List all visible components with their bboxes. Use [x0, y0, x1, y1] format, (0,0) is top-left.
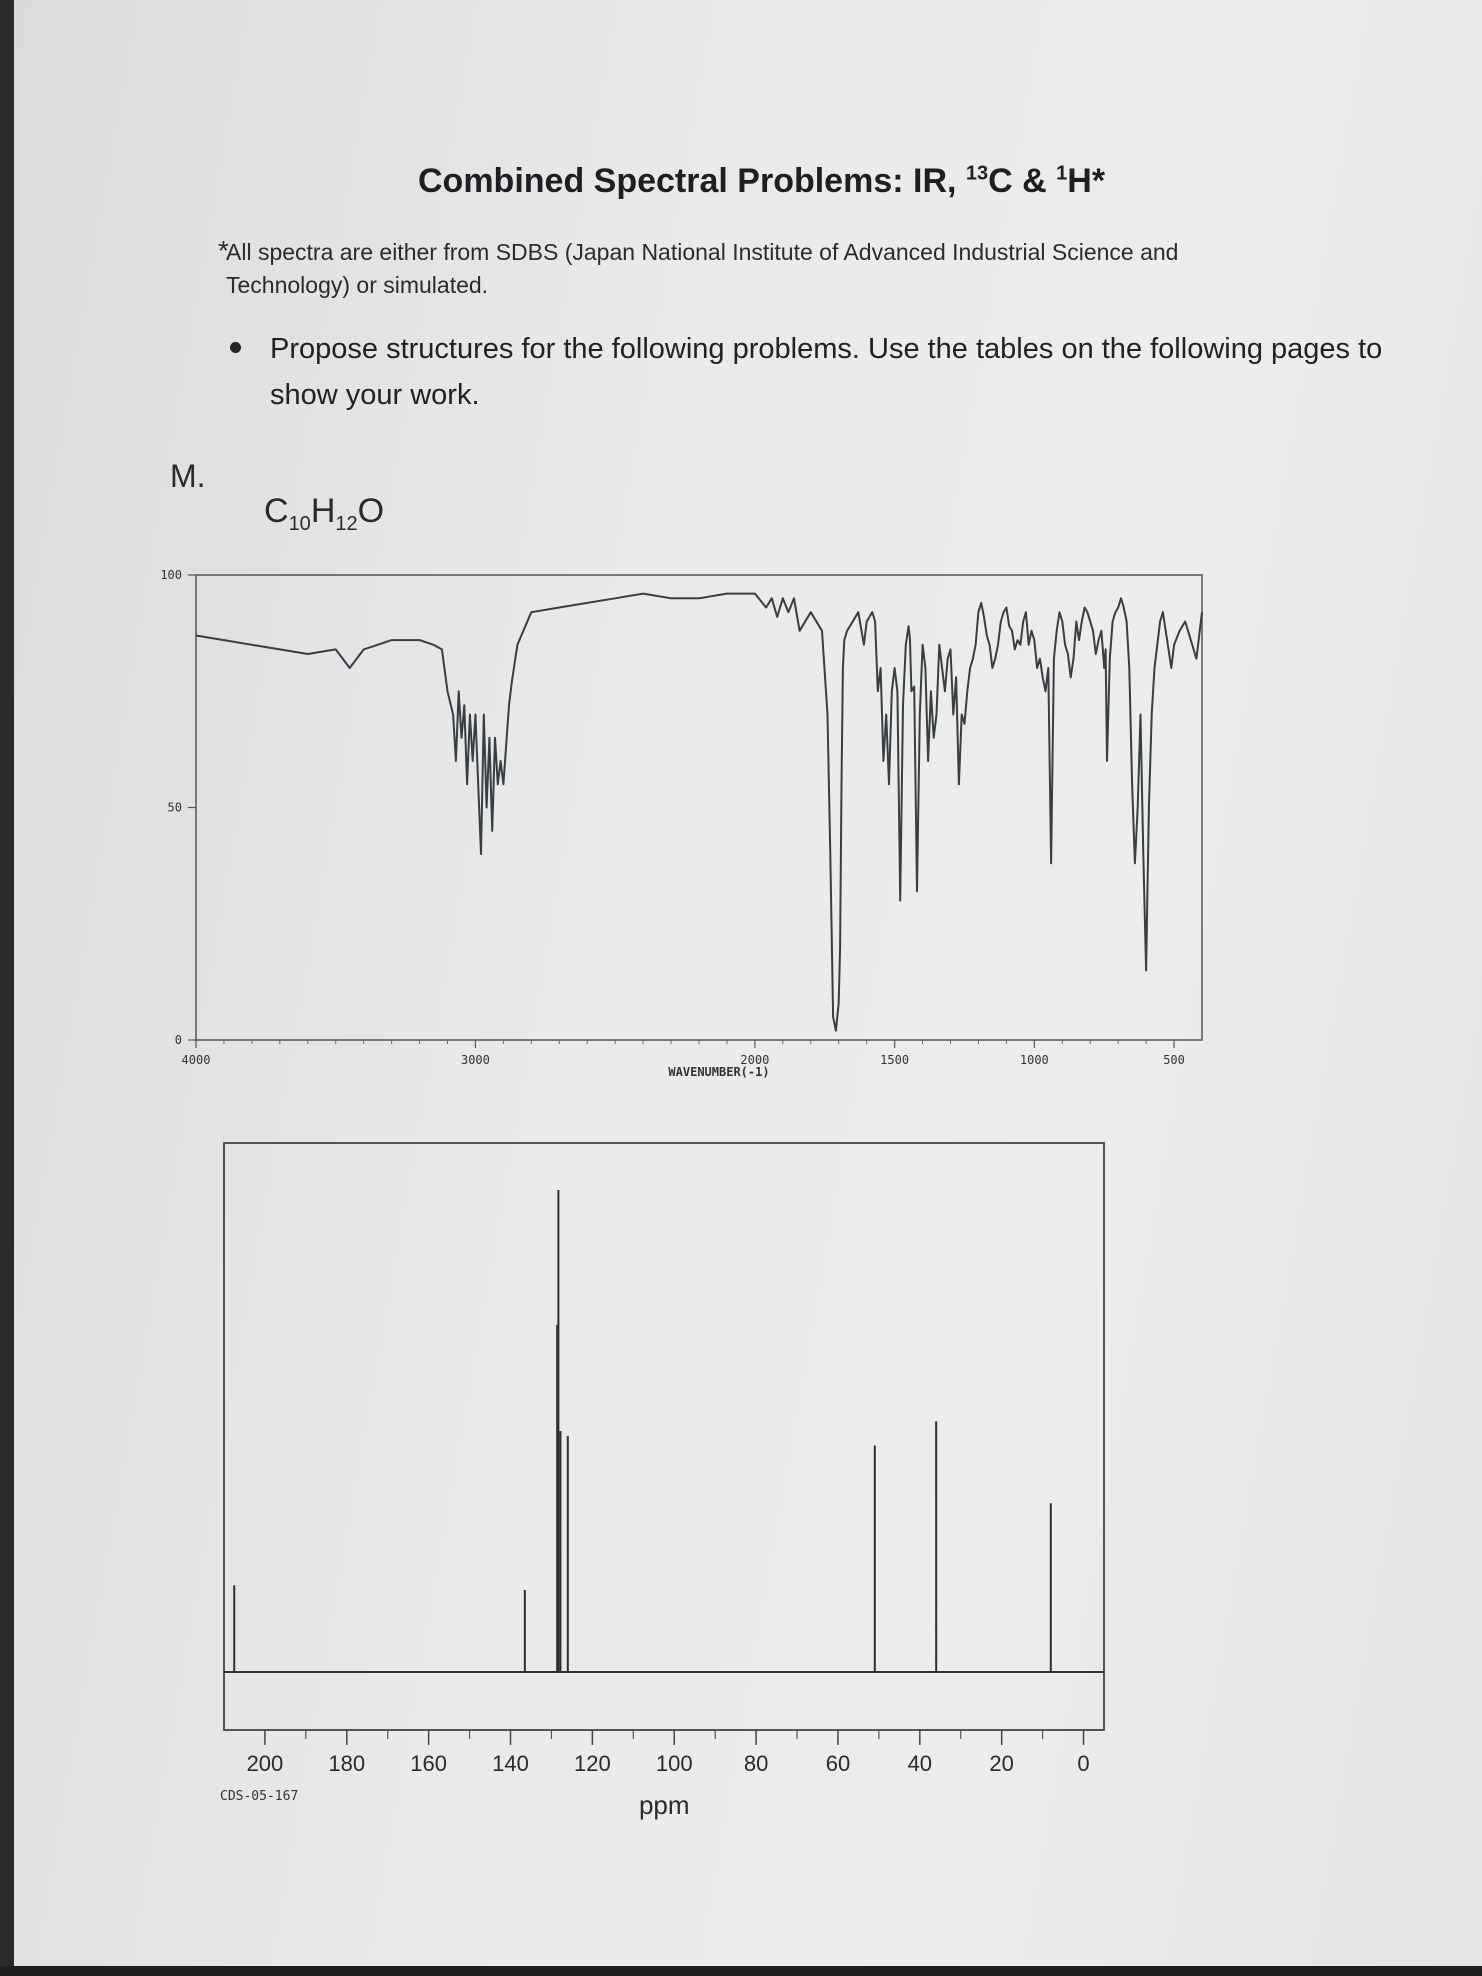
formula-c: C	[264, 492, 289, 530]
ir-y-tick-label: 0	[174, 1033, 182, 1047]
c13-spectrum-code: CDS-05-167	[220, 1789, 299, 1804]
c13-x-tick-label: 160	[410, 1751, 448, 1776]
ir-x-tick-label: 4000	[181, 1053, 211, 1067]
ir-x-tick-label: 3000	[460, 1053, 490, 1067]
c13-x-tick-label: 140	[492, 1751, 529, 1776]
c13-x-tick-label: 20	[989, 1751, 1014, 1776]
footnote-star: *	[218, 235, 229, 266]
formula-h: H	[310, 492, 336, 530]
c13-x-tick-label: 60	[825, 1751, 851, 1776]
title-sup-13: 13	[965, 162, 989, 185]
title-mid: C &	[988, 162, 1057, 200]
title-sup-1: 1	[1056, 162, 1068, 185]
c13-x-tick-label: 40	[907, 1751, 933, 1776]
footnote-text: All spectra are either from SDBS (Japan National Institute of Advanced Industrial Science and Technology) or simulated.	[226, 239, 1179, 298]
c13-x-tick-label: 200	[246, 1751, 284, 1776]
formula-o: O	[357, 492, 385, 530]
title-main: Combined Spectral Problems: IR,	[418, 162, 966, 200]
title-end: H*	[1067, 162, 1106, 200]
ir-x-tick-label: 1000	[1019, 1053, 1049, 1067]
ir-y-tick-label: 100	[160, 568, 182, 582]
ir-x-tick-label: 2000	[740, 1053, 770, 1067]
ir-x-tick-label: 500	[1163, 1053, 1185, 1067]
c13-x-tick-label: 180	[328, 1751, 366, 1776]
instruction-text: Propose structures for the following problems. Use the tables on the following pages to show your work.	[270, 333, 1383, 411]
problem-label: M.	[170, 458, 206, 494]
c13-x-tick-label: 80	[743, 1751, 769, 1776]
c13-x-tick-label: 120	[574, 1751, 611, 1776]
formula-c-count: 10	[288, 512, 311, 535]
ir-y-tick-label: 50	[167, 800, 182, 815]
ir-x-tick-label: 1500	[880, 1053, 910, 1067]
formula-h-count: 12	[335, 512, 358, 535]
c13-x-tick-label: 0	[1077, 1751, 1090, 1776]
c13-x-axis-label: ppm	[638, 1790, 690, 1820]
c13-plot-frame	[224, 1143, 1104, 1730]
c13-x-tick-label: 100	[655, 1751, 693, 1776]
ir-x-axis-label: WAVENUMBER(-1)	[668, 1065, 770, 1079]
